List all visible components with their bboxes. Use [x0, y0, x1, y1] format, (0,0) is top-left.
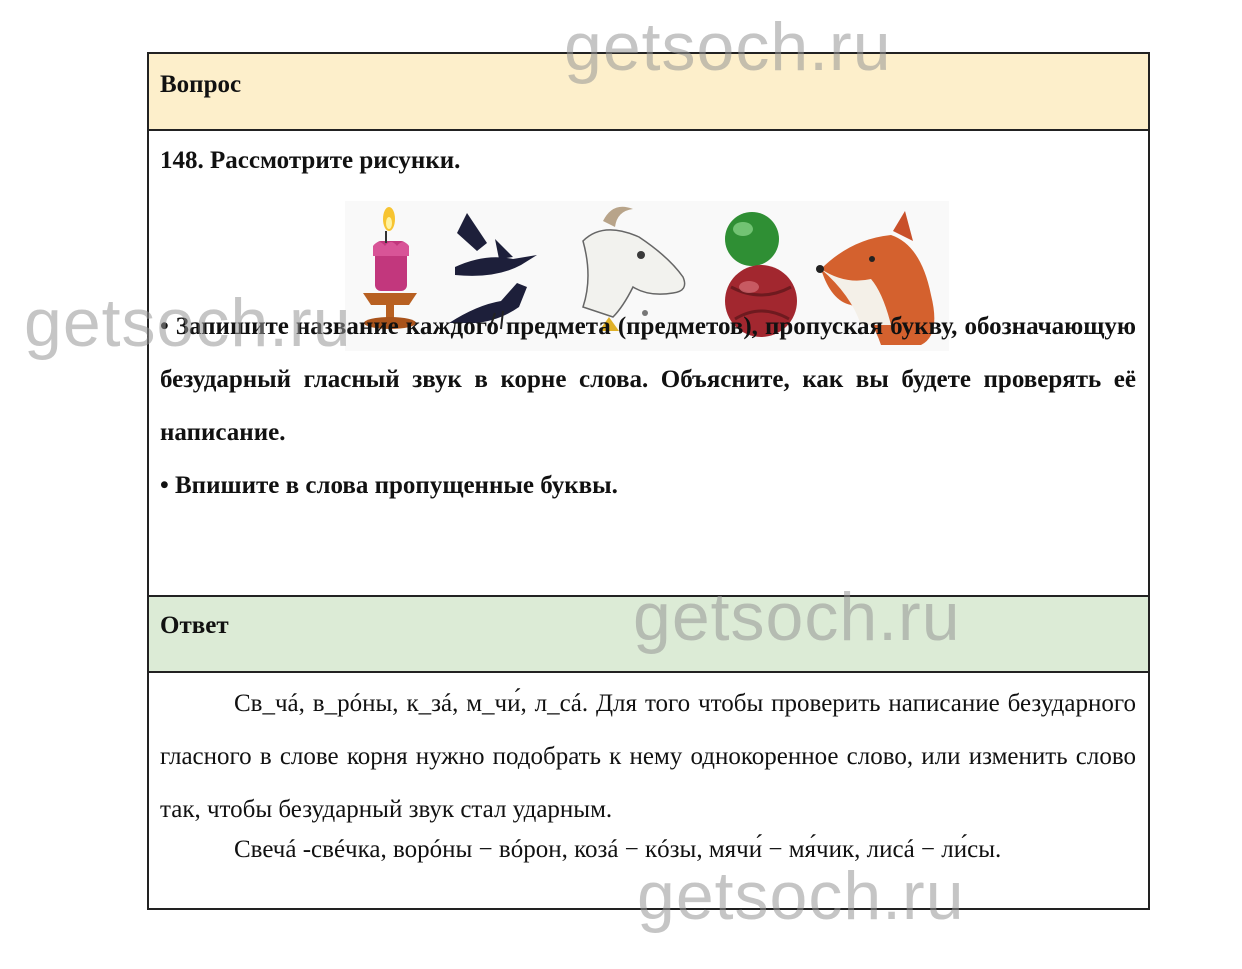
watermark-bottom: getsoch.ru — [637, 858, 965, 934]
watermark-left: getsoch.ru — [24, 285, 352, 361]
question-body — [149, 131, 1148, 597]
instruction-bullet-2: • Впишите в слова пропущенные буквы. — [160, 472, 618, 499]
answer-paragraph-2: Свечá -свéчка, ворóны − вóрон, козá − кóзы, мячи́ − мя́чик, лисá − ли́сы. — [234, 836, 1002, 863]
question-title: 148. Рассмотрите рисунки. — [160, 147, 461, 174]
answer-header-label: Ответ — [160, 612, 229, 639]
question-header — [149, 54, 1148, 131]
watermark-middle: getsoch.ru — [633, 579, 961, 655]
answer-paragraph-1: Св_чá, в_рóны, к_зá, м_чи́, л_cá. Для того чтобы проверить написание безударного гласного в слове корня нужно подобрать к нему однокоренное слово, или изменить слово так, чтобы безударный звук стал ударным. — [160, 690, 1136, 823]
qa-table — [147, 52, 1150, 910]
answer-body — [149, 673, 1148, 908]
question-header-label: Вопрос — [160, 71, 242, 98]
watermark-top: getsoch.ru — [564, 9, 892, 85]
instruction-bullet-1: • Запишите название каждого предмета (предметов), пропуская букву, обозначающую безударный гласный звук в корне слова. Объясните, как вы будете проверять её написание. — [160, 313, 1136, 446]
answer-header — [149, 597, 1148, 673]
